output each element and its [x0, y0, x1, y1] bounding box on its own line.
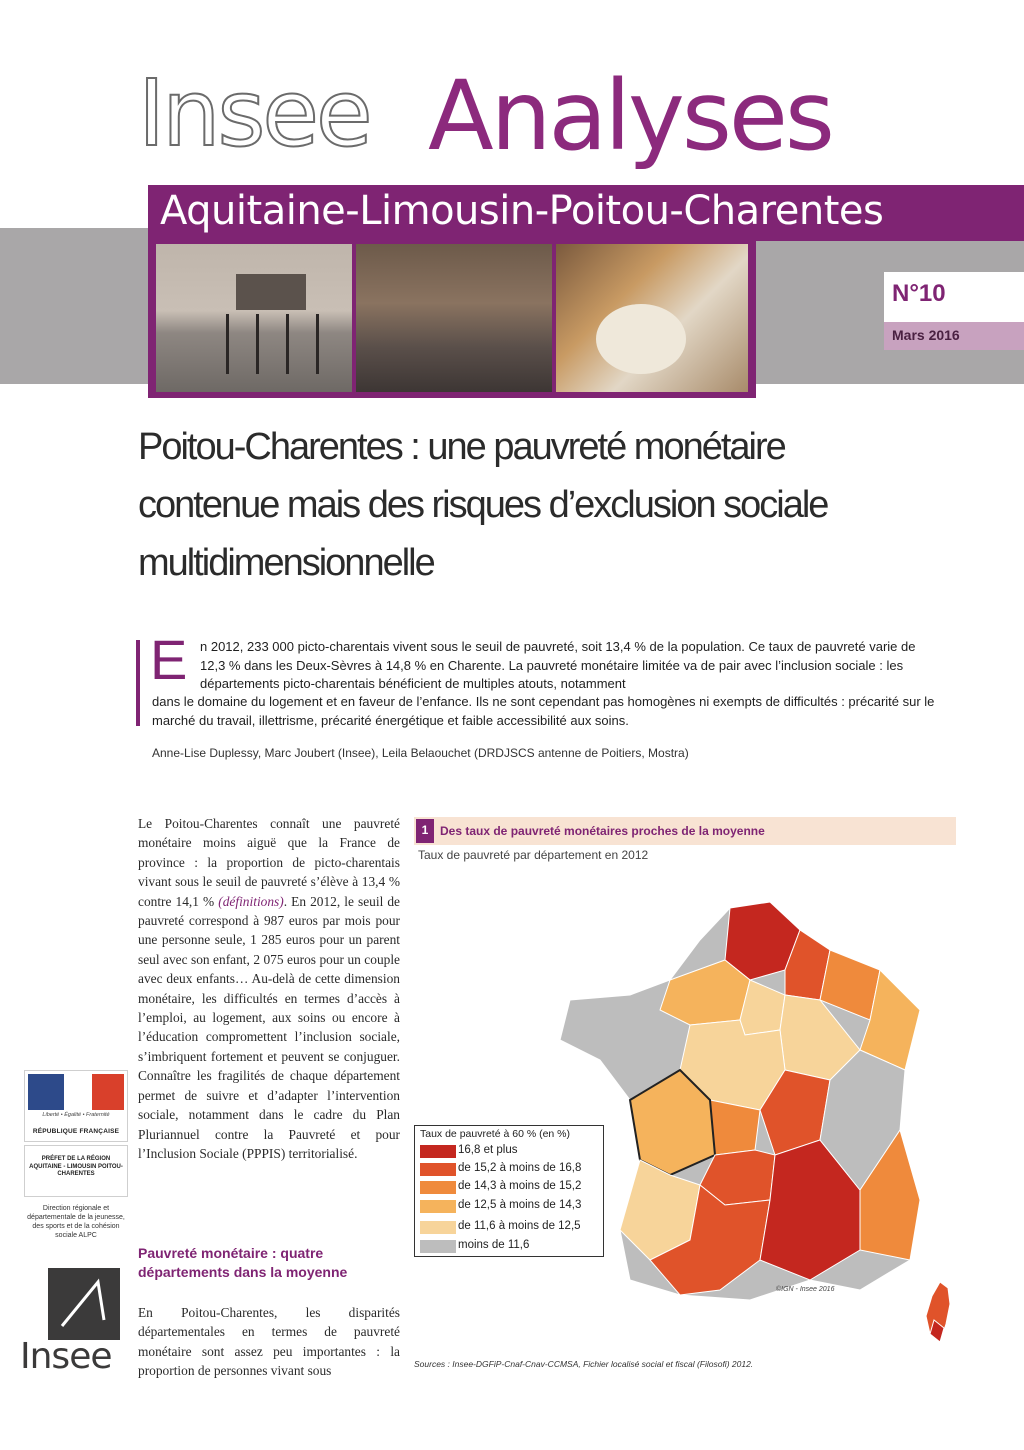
- legend-label: moins de 11,6: [458, 1239, 530, 1251]
- republique-name: RÉPUBLIQUE FRANÇAISE: [32, 1128, 120, 1135]
- flag-blue-icon: [28, 1074, 64, 1110]
- lead-paragraph-rest: dans le domaine du logement et en faveur de l’enfance. Ils ne sont cependant pas homogènes ni exempts de difficultés : précarité sur le marché du travail, illettrisme, précarité énergétique et faible accessibilité aux soins.: [152, 694, 935, 728]
- legend-label: 16,8 et plus: [458, 1144, 518, 1156]
- legend-label: de 12,5 à moins de 14,3: [458, 1199, 582, 1211]
- map-credit: ©IGN - Insee 2016: [776, 1286, 835, 1293]
- body-paragraph-2: En Poitou-Charentes, les disparités départementales en termes de pauvreté monétaire sont assez peu importantes : la proportion de personnes vivant sous: [138, 1305, 400, 1379]
- body-text-1a: Le Poitou-Charentes connaît une pauvreté monétaire moins aiguë que la France de province : la proportion de picto-charentais vivant sous le seuil de pauvreté s’élève à 13,4 % contre 14,1 %: [138, 816, 400, 909]
- body-text-1b: . En 2012, le seuil de pauvreté correspond à 987 euros par mois pour une personne seule, 1 285 euros pour un parent seul avec son enfant, 2 075 euros pour un couple avec deux enfants… Au-delà de cette dimension monétaire, les difficultés en termes d’accès à l’emploi, au logement, aux soins ou encore à l’éducation compromettent l’inclusion sociale, s’imbriquent fortement et peuvent se conjuguer. Connaître les fragilités de chaque département permet de suivre et d’adapter l’intervention sociale, notamment dans le cadre du Plan Pluriannuel contre la Pauvreté et pour l’Inclusion Sociale (PPPIS) territorialisé.: [138, 893, 401, 1161]
- legend-swatch: [420, 1240, 456, 1253]
- figure-title: Des taux de pauvreté monétaires proches de la moyenne: [440, 824, 765, 838]
- flag-red-icon: [92, 1074, 124, 1110]
- masthead-analyses: Analyses: [428, 60, 832, 172]
- figure-number: 1: [421, 823, 429, 837]
- republique-motto: Liberté • Égalité • Fraternité: [42, 1112, 110, 1118]
- definitions-link[interactable]: (définitions): [218, 893, 284, 909]
- article-title: Poitou-Charentes : une pauvreté monétaire contenue mais des risques d’exclusion sociale multidimensionnelle: [138, 426, 828, 584]
- section-heading: Pauvreté monétaire : quatre départements dans la moyenne: [138, 1245, 348, 1280]
- issue-date: Mars 2016: [892, 327, 960, 343]
- legend-swatch: [420, 1181, 456, 1194]
- photo-fishing-hut: [156, 244, 352, 392]
- prefet-text: PRÉFET DE LA RÉGION AQUITAINE - LIMOUSIN POITOU-CHARENTES: [29, 1156, 123, 1177]
- legend-label: de 11,6 à moins de 12,5: [458, 1220, 581, 1232]
- corsica-map: [918, 1280, 958, 1344]
- legend-label: de 15,2 à moins de 16,8: [458, 1162, 582, 1174]
- region-name: Aquitaine-Limousin-Poitou-Charentes: [160, 188, 884, 234]
- map-region-normandy: [660, 960, 750, 1025]
- lead-dropcap: E: [150, 628, 188, 691]
- legend-swatch: [420, 1221, 456, 1234]
- authors: Anne-Lise Duplessy, Marc Joubert (Insee), Leila Belaouchet (DRDJSCS antenne de Poitiers, Mostra): [152, 746, 689, 760]
- legend-swatch: [420, 1163, 456, 1176]
- flag-white-icon: [64, 1074, 92, 1110]
- body-paragraph-1: [138, 814, 400, 1163]
- map-region-indre: [710, 1100, 760, 1155]
- lead-paragraph-first: n 2012, 233 000 picto-charentais vivent sous le seuil de pauvreté, soit 13,4 % de la population. Ce taux de pauvreté varie de 12,3 % dans les Deux-Sèvres à 14,8 % en Charente. La pauvreté monétaire limitée va de pair avec l’inclusion sociale : les départements picto-charentais bénéficient de multiples atouts, notamment: [200, 639, 916, 691]
- legend-swatch: [420, 1200, 456, 1213]
- issue-number: N°10: [892, 280, 946, 307]
- masthead-insee: Insee: [138, 60, 370, 167]
- figure-subtitle: Taux de pauvreté par département en 2012: [418, 848, 649, 862]
- figure-source: Sources : Insee-DGFiP-Cnaf-Cnav-CCMSA, Fichier localisé social et fiscal (Filosofi) 2012.: [414, 1359, 754, 1369]
- lead-accent-bar: [136, 640, 140, 726]
- legend-swatch: [420, 1145, 456, 1158]
- photo-cheese-maker: [556, 244, 748, 392]
- legend-title: Taux de pauvreté à 60 % (en %): [420, 1128, 571, 1140]
- legend-label: de 14,3 à moins de 15,2: [458, 1180, 582, 1192]
- france-map: [560, 900, 980, 1350]
- photo-street-crowd: [356, 244, 552, 392]
- insee-logo-text: Insee: [20, 1336, 112, 1377]
- direction-regionale-text: Direction régionale et départementale de la jeunesse, des sports et de la cohésion sociale ALPC: [27, 1205, 125, 1239]
- insee-logo-icon: [48, 1268, 120, 1340]
